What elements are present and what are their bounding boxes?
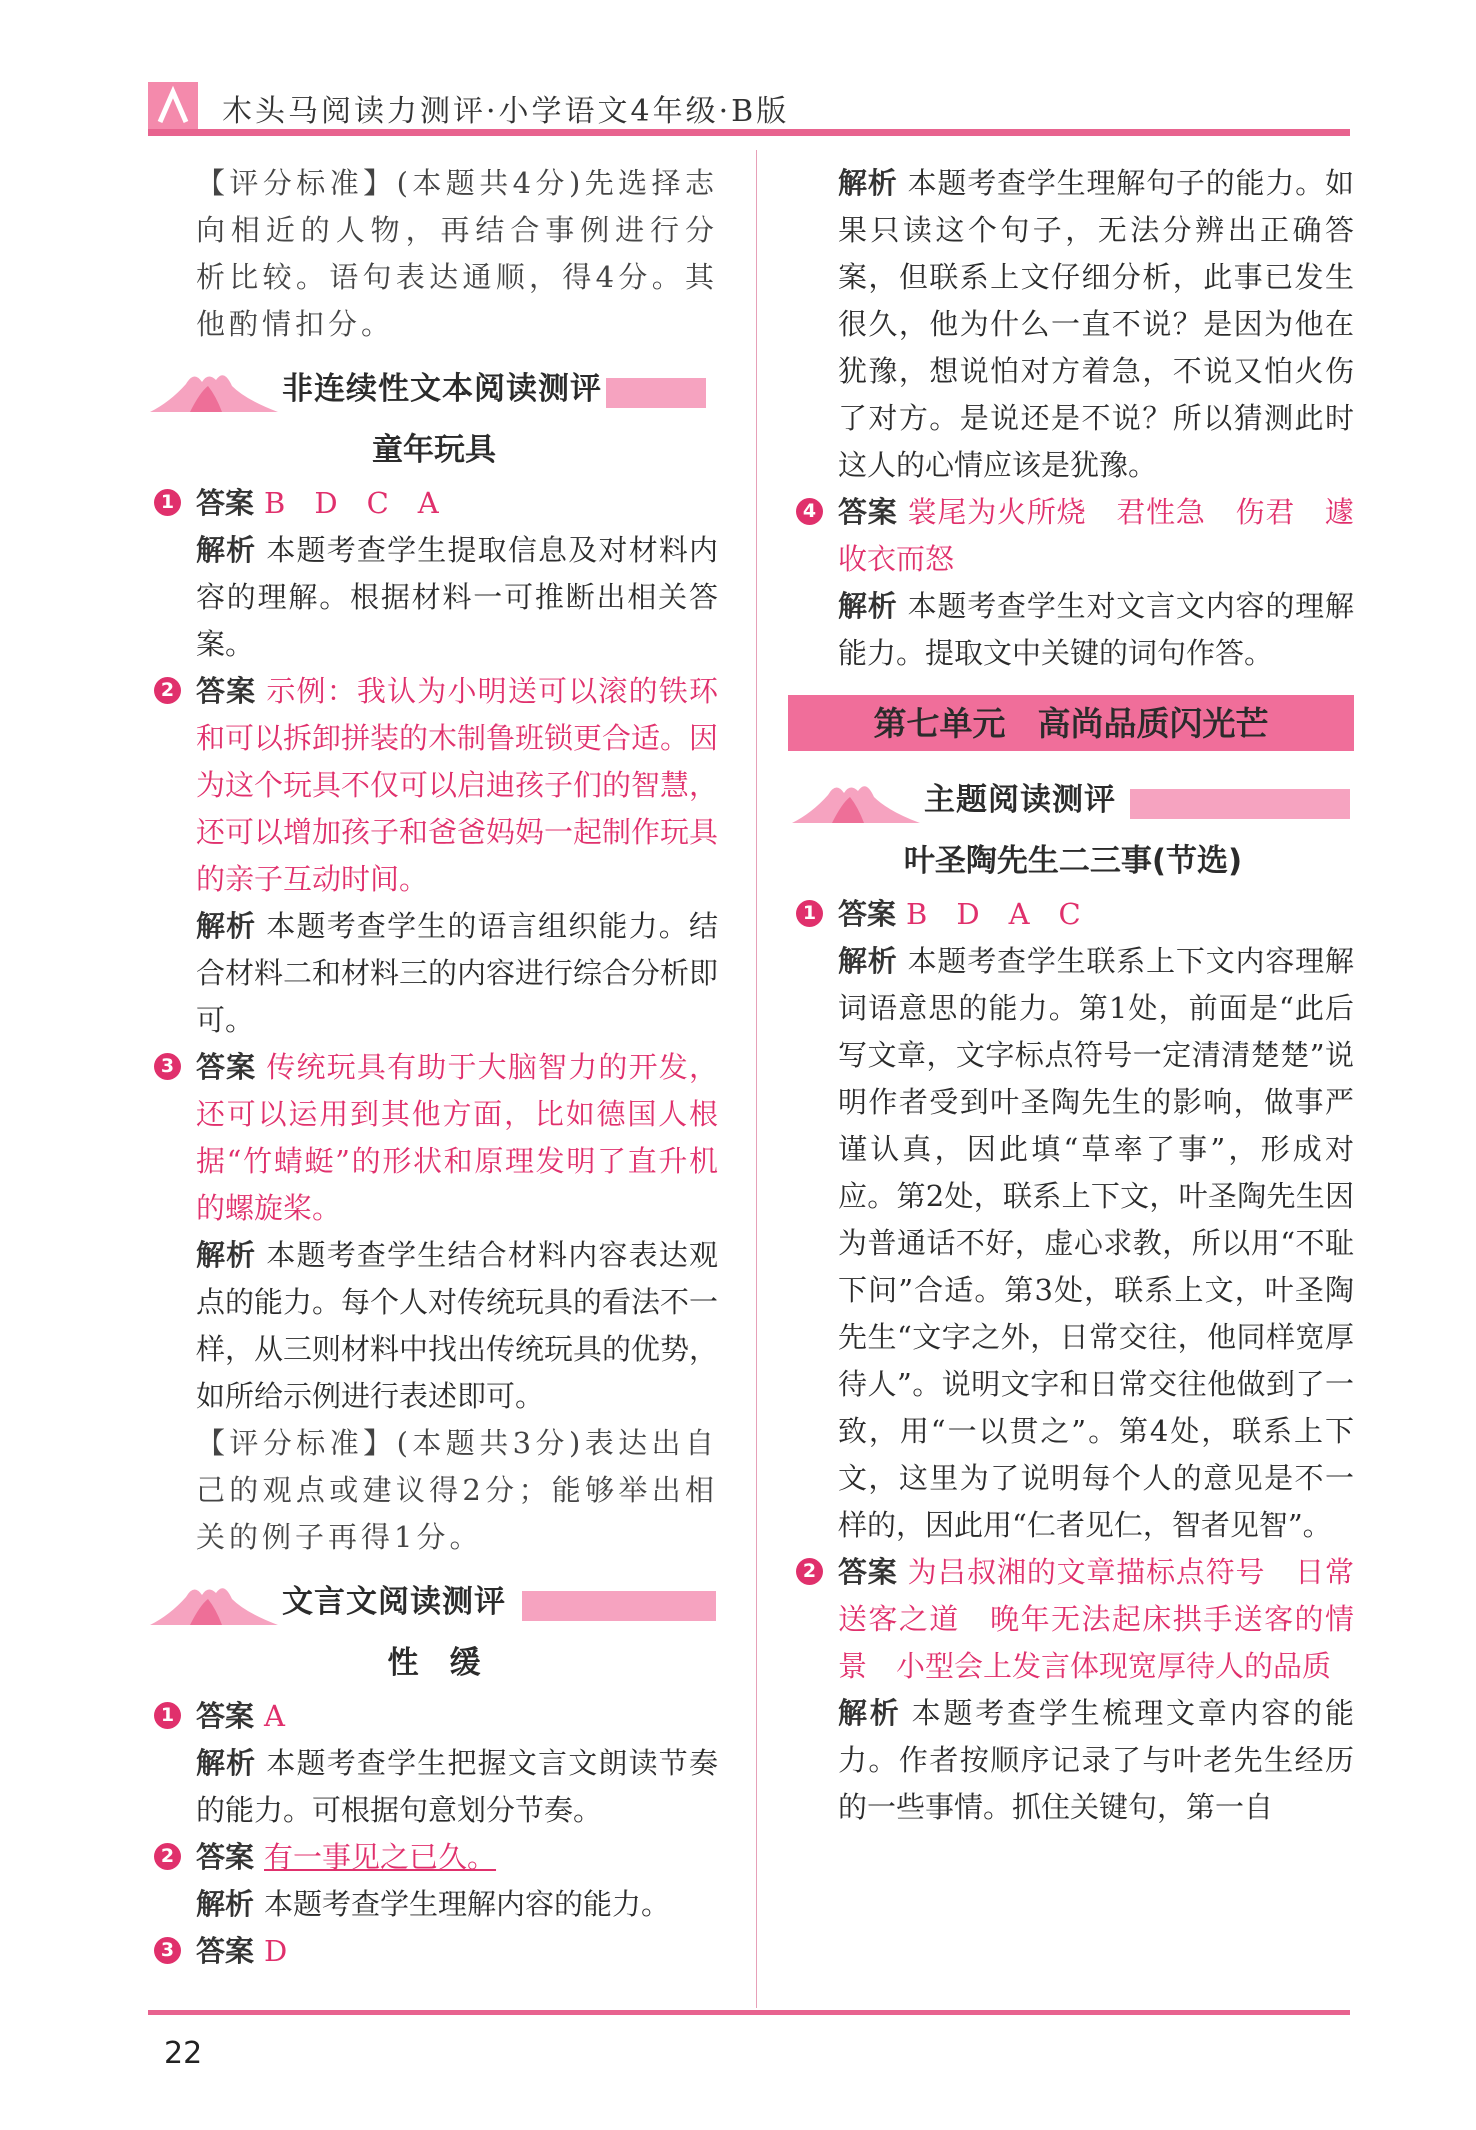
answer-text: 示例：我认为小明送可以滚的铁环和可以拆卸拼装的木制鲁班锁更合适。因为这个玩具不仅可以启迪孩子们的智慧，还可以增加孩子和爸爸妈妈一起制作玩具的亲子互动时间。	[196, 674, 719, 896]
analysis-label: 解析	[196, 1746, 257, 1780]
left-column	[150, 160, 718, 1975]
header-title: 木头马阅读力测评·小学语文4年级·B版	[222, 94, 790, 129]
question-1	[792, 891, 1354, 1549]
header-rule	[148, 129, 1350, 136]
analysis-label: 解析	[838, 589, 898, 623]
question-number: 3	[154, 1053, 181, 1080]
section-bar	[1130, 789, 1350, 819]
answer-text: 为吕叔湘的文章描标点符号 日常送客之道 晚年无法起床拱手送客的情景 小型会上发言体现宽厚待人的品质	[838, 1555, 1354, 1683]
question-number: 1	[154, 489, 181, 516]
analysis-continued	[792, 160, 1354, 489]
analysis-text: 本题考查学生提取信息及对材料内容的理解。根据材料一可推断出相关答案。	[196, 533, 718, 661]
analysis-label: 解析	[838, 166, 898, 200]
question-number: 1	[154, 1702, 181, 1729]
question-2	[150, 1834, 718, 1928]
mountain-icon	[792, 773, 920, 825]
article-title: 童年玩具	[372, 432, 496, 468]
answer-label: 答案	[196, 486, 255, 520]
unit-banner	[788, 695, 1354, 751]
section-heading-classical	[150, 1567, 718, 1635]
answer-label: 答案	[838, 897, 897, 931]
answer-text: 有一事见之已久。	[264, 1840, 497, 1874]
unit-title: 高尚品质闪光芒	[1037, 703, 1269, 743]
section-title: 主题阅读测评	[924, 782, 1116, 818]
question-1	[150, 1693, 718, 1834]
mountain-icon	[150, 1575, 278, 1627]
analysis-text: 本题考查学生理解内容的能力。	[264, 1887, 671, 1921]
section-title: 非连续性文本阅读测评	[282, 371, 602, 407]
section-heading-nonlinear	[150, 354, 718, 422]
footer-rule	[148, 2010, 1350, 2015]
answer-label: 答案	[838, 1555, 898, 1589]
question-2	[150, 668, 718, 1044]
section-bar	[606, 378, 706, 408]
question-number: 2	[154, 677, 181, 704]
question-number: 2	[796, 1558, 823, 1585]
analysis-label: 解析	[196, 1238, 257, 1272]
question-3	[150, 1044, 718, 1561]
question-3	[150, 1928, 718, 1975]
answer-label: 答案	[196, 1840, 255, 1874]
page-number: 22	[164, 2036, 203, 2071]
answer-label: 答案	[196, 1050, 257, 1084]
answer-label: 答案	[196, 674, 257, 708]
analysis-text: 本题考查学生理解句子的能力。如果只读这个句子，无法分辨出正确答案，但联系上文仔细分析，此事已发生很久，他为什么一直不说？是因为他在犹豫，想说怕对方着急，不说又怕火伤了对方。是说还是不说？所以猜测此时这人的心情应该是犹豫。	[838, 166, 1354, 482]
scoring-standard: 【评分标准】(本题共4分)先选择志向相近的人物，再结合事例进行分析比较。语句表达通顺，得4分。其他酌情扣分。	[196, 166, 718, 341]
scoring-standard: 【评分标准】(本题共3分)表达出自己的观点或建议得2分；能够举出相关的例子再得1分。	[196, 1426, 718, 1554]
analysis-text: 本题考查学生的语言组织能力。结合材料二和材料三的内容进行综合分析即可。	[196, 909, 719, 1037]
section-title: 文言文阅读测评	[282, 1584, 506, 1620]
analysis-text: 本题考查学生对文言文内容的理解能力。提取文中关键的词句作答。	[838, 589, 1354, 670]
section-bar	[522, 1591, 716, 1621]
analysis-label: 解析	[196, 533, 257, 567]
answer-text: B D A C	[906, 897, 1081, 931]
analysis-label: 解析	[196, 1887, 255, 1921]
analysis-text: 本题考查学生梳理文章内容的能力。作者按顺序记录了与叶老先生经历的一些事情。抓住关键句，第一自	[838, 1696, 1354, 1824]
mountain-icon	[150, 362, 278, 414]
analysis-label: 解析	[838, 944, 898, 978]
question-number: 3	[154, 1937, 181, 1964]
article-title: 叶圣陶先生二三事(节选)	[903, 843, 1243, 879]
question-1	[150, 480, 718, 668]
analysis-text: 本题考查学生结合材料内容表达观点的能力。每个人对传统玩具的看法不一样，从三则材料中找出传统玩具的优势，如所给示例进行表述即可。	[196, 1238, 719, 1413]
answer-label: 答案	[196, 1934, 255, 1968]
unit-number: 第七单元	[873, 703, 1006, 743]
analysis-text: 本题考查学生联系上下文内容理解词语意思的能力。第1处，前面是“此后写文章，文字标点符号一定清清楚楚”说明作者受到叶圣陶先生的影响，做事严谨认真，因此填“草率了事”，形成对应。第2处，联系上下文，叶圣陶先生因为普通话不好，虚心求教，所以用“不耻下问”合适。第3处，联系上文，叶圣陶先生“文字之外，日常交往，他同样宽厚待人”。说明文字和日常交往他做到了一致，用“一以贯之”。第4处，联系上下文，这里为了说明每个人的意见是不一样的，因此用“仁者见仁，智者见智”。	[838, 944, 1354, 1542]
analysis-label: 解析	[196, 909, 257, 943]
answer-text: B D C A	[264, 486, 439, 520]
answer-text: 传统玩具有助于大脑智力的开发，还可以运用到其他方面，比如德国人根据“竹蜻蜓”的形状和原理发明了直升机的螺旋桨。	[196, 1050, 718, 1225]
question-4	[792, 489, 1354, 677]
answer-label: 答案	[838, 495, 898, 529]
book-logo-icon	[148, 82, 198, 132]
question-number: 2	[154, 1843, 181, 1870]
question-number: 1	[796, 900, 823, 927]
analysis-text: 本题考查学生把握文言文朗读节奏的能力。可根据句意划分节奏。	[196, 1746, 718, 1827]
right-column	[792, 160, 1354, 1831]
answer-label: 答案	[196, 1699, 255, 1733]
question-2	[792, 1549, 1354, 1831]
section-heading-theme	[792, 765, 1354, 833]
answer-text: A	[264, 1699, 285, 1733]
analysis-label: 解析	[838, 1696, 902, 1730]
column-divider	[756, 150, 757, 2008]
answer-text: D	[264, 1934, 288, 1968]
article-title: 性 缓	[387, 1645, 481, 1681]
answer-text: 裳尾为火所烧 君性急 伤君 遽收衣而怒	[838, 495, 1354, 576]
question-number: 4	[796, 498, 823, 525]
